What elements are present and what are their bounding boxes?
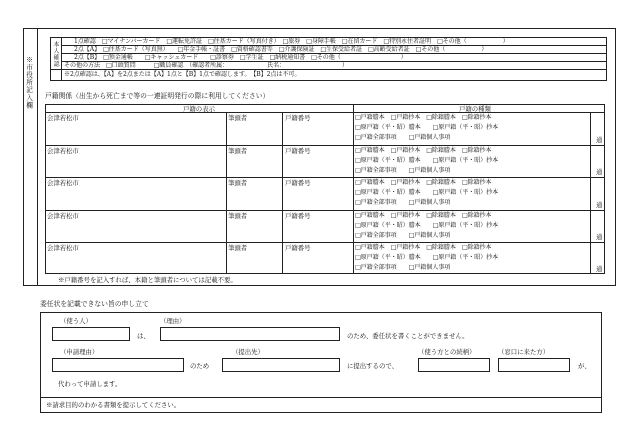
koseki-number: 戸籍番号 <box>285 179 311 187</box>
koseki-unit: 通 <box>596 265 603 273</box>
koseki-header-types: 戸籍の種類 <box>459 104 491 113</box>
koseki-city: 会津若松市 <box>47 212 79 220</box>
user-input[interactable] <box>52 327 130 341</box>
koseki-unit: 通 <box>596 233 603 241</box>
note-divider <box>40 397 602 398</box>
koseki-type-line-1: □戸籍謄本 □戸籍抄本 □除籍謄本 □除籍抄本 <box>355 147 492 154</box>
koseki-type-line-3: □戸籍全部事項 □戸籍個人事項 <box>355 199 451 206</box>
wa-text: は、 <box>137 332 150 340</box>
koseki-city: 会津若松市 <box>47 114 79 122</box>
koseki-head: 筆頭者 <box>228 147 248 155</box>
koseki-type-line-2: □原戸籍（平・昭）謄本 □原戸籍（平・昭）抄本 <box>355 124 499 131</box>
id-row-2: 2点【A】 □住基カード（写真無） □年金手帳・証書 □資格確認書等 □介護保険証 □生保受給者証 □高齢受給者証 □その他（ ） <box>74 45 488 53</box>
application-reason-label: （申請理由） <box>60 348 99 356</box>
identity-label: 本人確認 <box>52 41 59 67</box>
koseki-table <box>45 104 605 274</box>
koseki-type-line-1: □戸籍謄本 □戸籍抄本 □除籍謄本 □除籍抄本 <box>355 114 492 121</box>
apply-text: 代わって申請します。 <box>58 380 122 388</box>
koseki-city: 会津若松市 <box>47 179 79 187</box>
delegation-note: ※請求目的のわかる書類を提示してください。 <box>46 401 181 409</box>
koseki-header-display: 戸籍の表示 <box>183 104 215 113</box>
koseki-head: 筆頭者 <box>228 212 248 220</box>
koseki-title: 戸籍関係（出生から死亡まで等の一連証明発行の際に利用してください） <box>45 92 270 100</box>
koseki-unit: 通 <box>596 201 603 209</box>
id-note: ※2点確認は、【A】を2点または【A】1点と【B】1点で確認します。 【B】2点は不可。 <box>64 71 301 78</box>
koseki-unit: 通 <box>596 168 603 176</box>
koseki-type-line-1: □戸籍謄本 □戸籍抄本 □除籍謄本 □除籍抄本 <box>355 179 492 186</box>
koseki-type-line-2: □原戸籍（平・昭）謄本 □原戸籍（平・昭）抄本 <box>355 189 499 196</box>
koseki-note: ※戸籍番号を記入すれば、本籍と筆頭者については記載不要。 <box>58 276 237 284</box>
id-row-4: その他の方法 □口頭質問 □職員確認 （確認者所属： 氏名： ） <box>64 61 348 69</box>
koseki-number: 戸籍番号 <box>285 147 311 155</box>
ga-text: が、 <box>578 362 591 370</box>
side-divider <box>37 28 38 286</box>
koseki-head: 筆頭者 <box>228 114 248 122</box>
koseki-type-line-2: □原戸籍（平・昭）謄本 □原戸籍（平・昭）抄本 <box>355 254 499 261</box>
koseki-type-line-3: □戸籍全部事項 □戸籍個人事項 <box>355 134 451 141</box>
counter-input[interactable] <box>498 358 570 372</box>
relation-input[interactable] <box>418 358 490 372</box>
reason-tail: のため、委任状を書くことができません。 <box>347 332 469 340</box>
koseki-head: 筆頭者 <box>228 244 248 252</box>
side-label: ※市役所記入欄 <box>24 56 33 110</box>
id-row-3: 2点【B】 □預金通帳 □キャッシュカード □診察券 □学生証 □納税通知書 □その他（ ） <box>74 53 407 61</box>
koseki-city: 会津若松市 <box>47 244 79 252</box>
application-reason-input[interactable] <box>52 358 184 372</box>
koseki-type-line-2: □原戸籍（平・昭）謄本 □原戸籍（平・昭）抄本 <box>355 222 499 229</box>
koseki-type-line-2: □原戸籍（平・昭）謄本 □原戸籍（平・昭）抄本 <box>355 157 499 164</box>
tame-text: のため <box>190 362 210 370</box>
koseki-type-line-1: □戸籍謄本 □戸籍抄本 □除籍謄本 □除籍抄本 <box>355 212 492 219</box>
id-row-1: 1点確認 □マイナンバーカード □運転免許証 □住基カード（写真付き） □旅券 □身障手帳 □在留カード □特別永住者証明 □その他（ ） <box>74 37 509 45</box>
koseki-type-line-3: □戸籍全部事項 □戸籍個人事項 <box>355 167 451 174</box>
koseki-number: 戸籍番号 <box>285 114 311 122</box>
koseki-head: 筆頭者 <box>228 179 248 187</box>
koseki-number: 戸籍番号 <box>285 244 311 252</box>
reason-input[interactable] <box>160 327 340 341</box>
koseki-number: 戸籍番号 <box>285 212 311 220</box>
koseki-type-line-3: □戸籍全部事項 □戸籍個人事項 <box>355 264 451 271</box>
koseki-type-line-1: □戸籍謄本 □戸籍抄本 □除籍謄本 □除籍抄本 <box>355 244 492 251</box>
delegation-title: 委任状を記載できない旨の申し立て <box>40 300 149 308</box>
submit-label: （提出先） <box>232 348 264 356</box>
submit-tail: に提出するので、 <box>347 362 398 370</box>
koseki-type-line-3: □戸籍全部事項 □戸籍個人事項 <box>355 232 451 239</box>
reason-label: （理由） <box>160 317 186 325</box>
koseki-unit: 通 <box>596 136 603 144</box>
submit-input[interactable] <box>222 358 340 372</box>
relation-label: （使う方との続柄） <box>418 348 476 356</box>
koseki-city: 会津若松市 <box>47 147 79 155</box>
identity-label-divider <box>61 37 62 81</box>
counter-label: （窓口に来た方） <box>498 348 550 356</box>
user-label: （使う人） <box>60 317 92 325</box>
